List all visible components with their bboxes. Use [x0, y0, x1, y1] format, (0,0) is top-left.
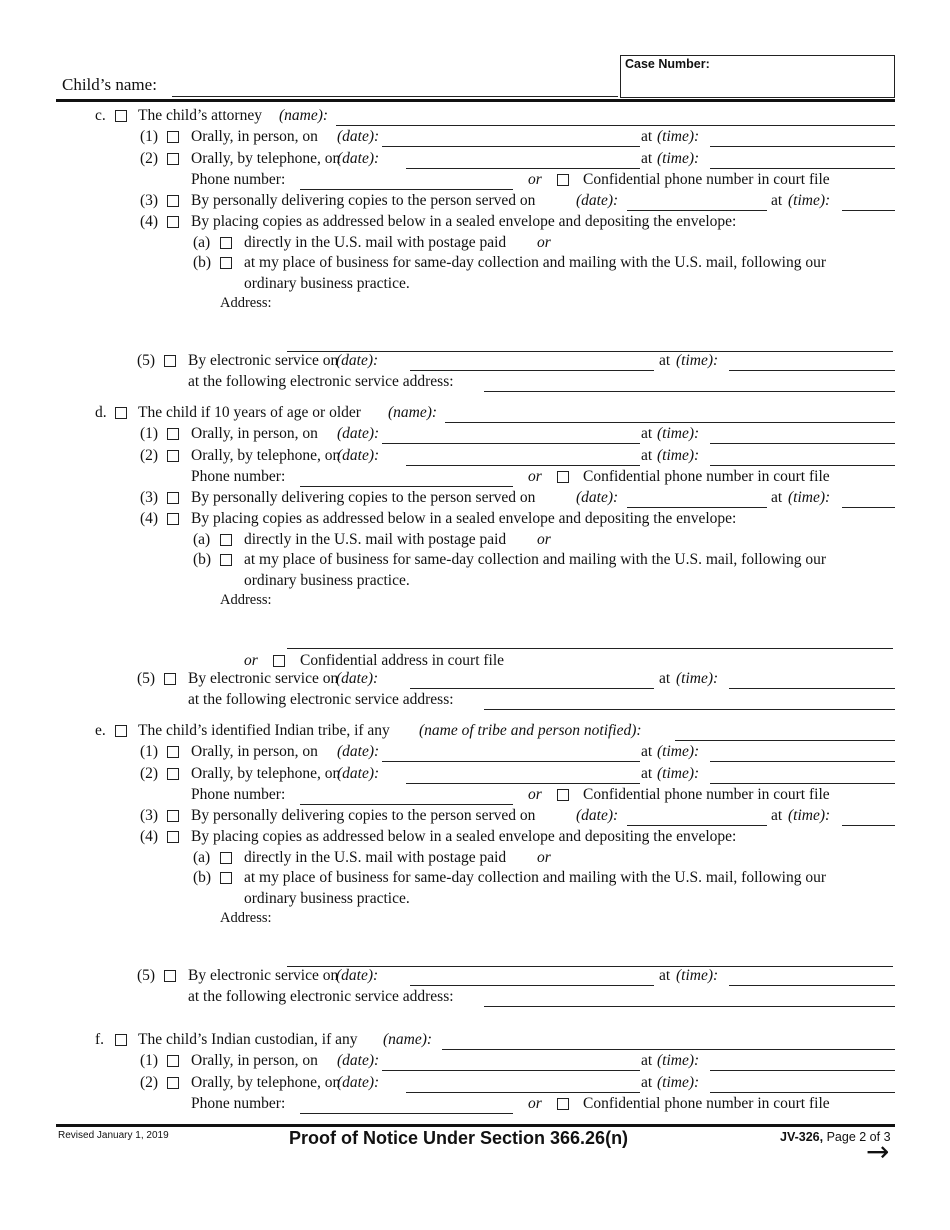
d-in-person-date-label: (date):	[337, 425, 380, 442]
d-in-person-date-field[interactable]	[382, 443, 640, 444]
childs-name-field[interactable]	[172, 96, 618, 97]
e-item-4-checkbox[interactable]	[167, 831, 179, 843]
c-telephone-date-field[interactable]	[406, 168, 640, 169]
e-item-1-checkbox[interactable]	[167, 746, 179, 758]
d-telephone-time-label: (time):	[657, 447, 700, 464]
e-item-4-number: (4)	[140, 828, 159, 845]
f-telephone-date-field[interactable]	[406, 1092, 640, 1093]
c-item-2-number: (2)	[140, 150, 159, 167]
d-item-5-checkbox[interactable]	[164, 673, 176, 685]
d-electronic-label: By electronic service on	[188, 670, 339, 687]
c-confidential-phone-checkbox[interactable]	[557, 174, 569, 186]
f-section-label: The child’s Indian custodian, if any	[138, 1031, 358, 1048]
d-item-3-number: (3)	[140, 489, 159, 506]
d-item-4b-checkbox[interactable]	[220, 554, 232, 566]
e-personal-delivery-at: at	[771, 807, 783, 824]
d-electronic-address-label: at the following electronic service address:	[188, 691, 454, 708]
e-personal-delivery-date-field[interactable]	[627, 825, 767, 826]
e-in-person-time-label: (time):	[657, 743, 700, 760]
d-item-4-checkbox[interactable]	[167, 513, 179, 525]
c-personal-delivery-time-label: (time):	[788, 192, 831, 209]
e-name-field[interactable]	[675, 740, 895, 741]
c-phone-number-label: Phone number:	[191, 171, 286, 188]
e-in-person-time-field[interactable]	[710, 761, 895, 762]
d-confidential-phone-checkbox[interactable]	[557, 471, 569, 483]
f-phone-number-label: Phone number:	[191, 1095, 286, 1112]
c-name-field[interactable]	[336, 125, 895, 126]
e-personal-delivery-date-label: (date):	[576, 807, 619, 824]
e-section-letter: e.	[95, 722, 106, 739]
e-phone-number-field[interactable]	[300, 804, 513, 805]
d-confidential-address-checkbox[interactable]	[273, 655, 285, 667]
d-electronic-time-label: (time):	[676, 670, 719, 687]
d-section-label: The child if 10 years of age or older	[138, 404, 361, 421]
d-item-4-number: (4)	[140, 510, 159, 527]
d-mail-a-or: or	[537, 531, 551, 548]
e-phone-or: or	[528, 786, 542, 803]
c-item-4b-number: (b)	[193, 254, 212, 271]
c-electronic-address-field[interactable]	[484, 391, 895, 392]
c-in-person-label: Orally, in person, on	[191, 128, 318, 145]
e-personal-delivery-time-label: (time):	[788, 807, 831, 824]
d-personal-delivery-time-field[interactable]	[842, 507, 895, 508]
e-personal-delivery-label: By personally delivering copies to the person served on	[191, 807, 536, 824]
c-electronic-address-label: at the following electronic service address:	[188, 373, 454, 390]
e-electronic-label: By electronic service on	[188, 967, 339, 984]
childs-name-label: Child’s name:	[62, 75, 157, 94]
c-item-4-checkbox[interactable]	[167, 216, 179, 228]
d-address-field[interactable]	[287, 648, 893, 649]
c-mail-b-label-line1: at my place of business for same-day collection and mailing with the U.S. mail, following our	[244, 254, 826, 271]
c-in-person-date-field[interactable]	[382, 146, 640, 147]
c-electronic-time-field[interactable]	[729, 370, 895, 371]
e-item-4b-number: (b)	[193, 869, 212, 886]
e-item-4b-checkbox[interactable]	[220, 872, 232, 884]
d-mail-b-label-line1: at my place of business for same-day collection and mailing with the U.S. mail, following our	[244, 551, 826, 568]
c-electronic-label: By electronic service on	[188, 352, 339, 369]
d-in-person-label: Orally, in person, on	[191, 425, 318, 442]
e-mail-a-or: or	[537, 849, 551, 866]
c-telephone-label: Orally, by telephone, on	[191, 150, 341, 167]
e-item-2-number: (2)	[140, 765, 159, 782]
c-telephone-time-field[interactable]	[710, 168, 895, 169]
d-confidential-phone-label: Confidential phone number in court file	[583, 468, 830, 485]
f-name-field[interactable]	[442, 1049, 895, 1050]
e-telephone-date-label: (date):	[337, 765, 380, 782]
c-item-4-number: (4)	[140, 213, 159, 230]
e-in-person-date-field[interactable]	[382, 761, 640, 762]
f-section-letter: f.	[95, 1031, 105, 1048]
d-in-person-at: at	[641, 425, 653, 442]
e-in-person-label: Orally, in person, on	[191, 743, 318, 760]
d-phone-number-label: Phone number:	[191, 468, 286, 485]
e-in-person-at: at	[641, 743, 653, 760]
d-in-person-time-field[interactable]	[710, 443, 895, 444]
c-section-label: The child’s attorney	[138, 107, 262, 124]
d-electronic-address-field[interactable]	[484, 709, 895, 710]
e-item-4a-number: (a)	[193, 849, 211, 866]
d-personal-delivery-at: at	[771, 489, 783, 506]
d-item-4a-checkbox[interactable]	[220, 534, 232, 546]
d-phone-or: or	[528, 468, 542, 485]
e-telephone-date-field[interactable]	[406, 783, 640, 784]
d-telephone-date-label: (date):	[337, 447, 380, 464]
d-electronic-at: at	[659, 670, 671, 687]
d-party-checkbox[interactable]	[115, 407, 127, 419]
c-electronic-date-field[interactable]	[410, 370, 654, 371]
e-party-checkbox[interactable]	[115, 725, 127, 737]
c-item-1-checkbox[interactable]	[167, 131, 179, 143]
e-in-person-date-label: (date):	[337, 743, 380, 760]
f-in-person-label: Orally, in person, on	[191, 1052, 318, 1069]
d-name-field[interactable]	[445, 422, 895, 423]
f-phone-number-field[interactable]	[300, 1113, 513, 1114]
c-item-5-number: (5)	[137, 352, 156, 369]
c-personal-delivery-label: By personally delivering copies to the person served on	[191, 192, 536, 209]
f-telephone-time-label: (time):	[657, 1074, 700, 1091]
c-personal-delivery-at: at	[771, 192, 783, 209]
e-item-2-checkbox[interactable]	[167, 768, 179, 780]
d-mail-a-label: directly in the U.S. mail with postage paid	[244, 531, 507, 548]
f-item-2-number: (2)	[140, 1074, 159, 1091]
d-placing-copies-label: By placing copies as addressed below in a sealed envelope and depositing the envelope:	[191, 510, 737, 527]
d-item-1-number: (1)	[140, 425, 159, 442]
e-electronic-time-label: (time):	[676, 967, 719, 984]
form-number: JV-326,	[780, 1130, 824, 1144]
e-electronic-date-field[interactable]	[410, 985, 654, 986]
form-title: Proof of Notice Under Section 366.26(n)	[289, 1128, 629, 1148]
c-mail-a-or: or	[537, 234, 551, 251]
f-in-person-at: at	[641, 1052, 653, 1069]
e-section-label: The child’s identified Indian tribe, if any	[138, 722, 390, 739]
c-electronic-time-label: (time):	[676, 352, 719, 369]
e-electronic-at: at	[659, 967, 671, 984]
c-name-paren: (name):	[279, 107, 329, 124]
c-confidential-phone-label: Confidential phone number in court file	[583, 171, 830, 188]
e-electronic-address-label: at the following electronic service address:	[188, 988, 454, 1005]
e-telephone-label: Orally, by telephone, on	[191, 765, 341, 782]
e-telephone-at: at	[641, 765, 653, 782]
d-address-label: Address:	[220, 592, 272, 608]
d-confidential-address-label: Confidential address in court file	[300, 652, 505, 669]
case-number-box[interactable]	[620, 55, 895, 98]
c-party-checkbox[interactable]	[115, 110, 127, 122]
d-personal-delivery-date-field[interactable]	[627, 507, 767, 508]
c-item-1-number: (1)	[140, 128, 159, 145]
d-electronic-date-label: (date):	[336, 670, 379, 687]
c-in-person-time-field[interactable]	[710, 146, 895, 147]
c-item-4a-checkbox[interactable]	[220, 237, 232, 249]
d-in-person-time-label: (time):	[657, 425, 700, 442]
d-item-4a-number: (a)	[193, 531, 211, 548]
f-telephone-at: at	[641, 1074, 653, 1091]
e-mail-b-label-line2: ordinary business practice.	[244, 890, 410, 907]
c-phone-or: or	[528, 171, 542, 188]
e-item-1-number: (1)	[140, 743, 159, 760]
e-item-4a-checkbox[interactable]	[220, 852, 232, 864]
c-item-3-checkbox[interactable]	[167, 195, 179, 207]
d-name-paren: (name):	[388, 404, 438, 421]
c-personal-delivery-date-field[interactable]	[627, 210, 767, 211]
e-phone-number-label: Phone number:	[191, 786, 286, 803]
c-item-3-number: (3)	[140, 192, 159, 209]
d-telephone-at: at	[641, 447, 653, 464]
d-item-2-number: (2)	[140, 447, 159, 464]
c-address-label: Address:	[220, 295, 272, 311]
d-mail-b-label-line2: ordinary business practice.	[244, 572, 410, 589]
e-item-3-checkbox[interactable]	[167, 810, 179, 822]
f-item-1-number: (1)	[140, 1052, 159, 1069]
e-item-5-number: (5)	[137, 967, 156, 984]
c-placing-copies-label: By placing copies as addressed below in a sealed envelope and depositing the envelope:	[191, 213, 737, 230]
f-in-person-time-field[interactable]	[710, 1070, 895, 1071]
c-electronic-date-label: (date):	[336, 352, 379, 369]
e-confidential-phone-checkbox[interactable]	[557, 789, 569, 801]
e-electronic-time-field[interactable]	[729, 985, 895, 986]
d-telephone-label: Orally, by telephone, on	[191, 447, 341, 464]
e-electronic-date-label: (date):	[336, 967, 379, 984]
c-telephone-time-label: (time):	[657, 150, 700, 167]
c-personal-delivery-date-label: (date):	[576, 192, 619, 209]
e-confidential-phone-label: Confidential phone number in court file	[583, 786, 830, 803]
e-telephone-time-field[interactable]	[710, 783, 895, 784]
e-placing-copies-label: By placing copies as addressed below in a sealed envelope and depositing the envelope:	[191, 828, 737, 845]
d-personal-delivery-label: By personally delivering copies to the person served on	[191, 489, 536, 506]
e-item-3-number: (3)	[140, 807, 159, 824]
d-electronic-time-field[interactable]	[729, 688, 895, 689]
footer-rule	[56, 1124, 895, 1127]
d-item-4b-number: (b)	[193, 551, 212, 568]
f-name-paren: (name):	[383, 1031, 433, 1048]
c-section-letter: c.	[95, 107, 106, 124]
d-item-2-checkbox[interactable]	[167, 450, 179, 462]
d-personal-delivery-date-label: (date):	[576, 489, 619, 506]
header-rule	[56, 99, 895, 102]
c-telephone-at: at	[641, 150, 653, 167]
f-item-2-checkbox[interactable]	[167, 1077, 179, 1089]
f-telephone-label: Orally, by telephone, on	[191, 1074, 341, 1091]
e-electronic-address-field[interactable]	[484, 1006, 895, 1007]
d-telephone-date-field[interactable]	[406, 465, 640, 466]
f-in-person-date-label: (date):	[337, 1052, 380, 1069]
f-item-1-checkbox[interactable]	[167, 1055, 179, 1067]
page-number: Page 2 of 3	[826, 1130, 891, 1144]
e-mail-a-label: directly in the U.S. mail with postage paid	[244, 849, 507, 866]
c-item-2-checkbox[interactable]	[167, 153, 179, 165]
e-address-label: Address:	[220, 910, 272, 926]
e-name-paren: (name of tribe and person notified):	[419, 722, 642, 739]
f-confidential-phone-checkbox[interactable]	[557, 1098, 569, 1110]
f-in-person-time-label: (time):	[657, 1052, 700, 1069]
d-phone-number-field[interactable]	[300, 486, 513, 487]
f-phone-or: or	[528, 1095, 542, 1112]
f-in-person-date-field[interactable]	[382, 1070, 640, 1071]
d-electronic-date-field[interactable]	[410, 688, 654, 689]
d-personal-delivery-time-label: (time):	[788, 489, 831, 506]
d-item-3-checkbox[interactable]	[167, 492, 179, 504]
c-mail-a-label: directly in the U.S. mail with postage paid	[244, 234, 507, 251]
f-telephone-date-label: (date):	[337, 1074, 380, 1091]
c-electronic-at: at	[659, 352, 671, 369]
c-item-4b-checkbox[interactable]	[220, 257, 232, 269]
c-item-5-checkbox[interactable]	[164, 355, 176, 367]
c-phone-number-field[interactable]	[300, 189, 513, 190]
c-item-4a-number: (a)	[193, 234, 211, 251]
f-telephone-time-field[interactable]	[710, 1092, 895, 1093]
next-page-arrow-icon: →	[866, 1135, 890, 1168]
d-item-5-number: (5)	[137, 670, 156, 687]
c-in-person-date-label: (date):	[337, 128, 380, 145]
c-personal-delivery-time-field[interactable]	[842, 210, 895, 211]
d-telephone-time-field[interactable]	[710, 465, 895, 466]
case-number-label: Case Number:	[625, 57, 710, 71]
c-in-person-time-label: (time):	[657, 128, 700, 145]
f-confidential-phone-label: Confidential phone number in court file	[583, 1095, 830, 1112]
f-party-checkbox[interactable]	[115, 1034, 127, 1046]
c-mail-b-label-line2: ordinary business practice.	[244, 275, 410, 292]
e-telephone-time-label: (time):	[657, 765, 700, 782]
d-item-1-checkbox[interactable]	[167, 428, 179, 440]
e-personal-delivery-time-field[interactable]	[842, 825, 895, 826]
c-in-person-at: at	[641, 128, 653, 145]
e-item-5-checkbox[interactable]	[164, 970, 176, 982]
c-telephone-date-label: (date):	[337, 150, 380, 167]
d-section-letter: d.	[95, 404, 107, 421]
e-mail-b-label-line1: at my place of business for same-day collection and mailing with the U.S. mail, following our	[244, 869, 826, 886]
d-address-or: or	[244, 652, 258, 669]
revised-date: Revised January 1, 2019	[58, 1130, 169, 1141]
